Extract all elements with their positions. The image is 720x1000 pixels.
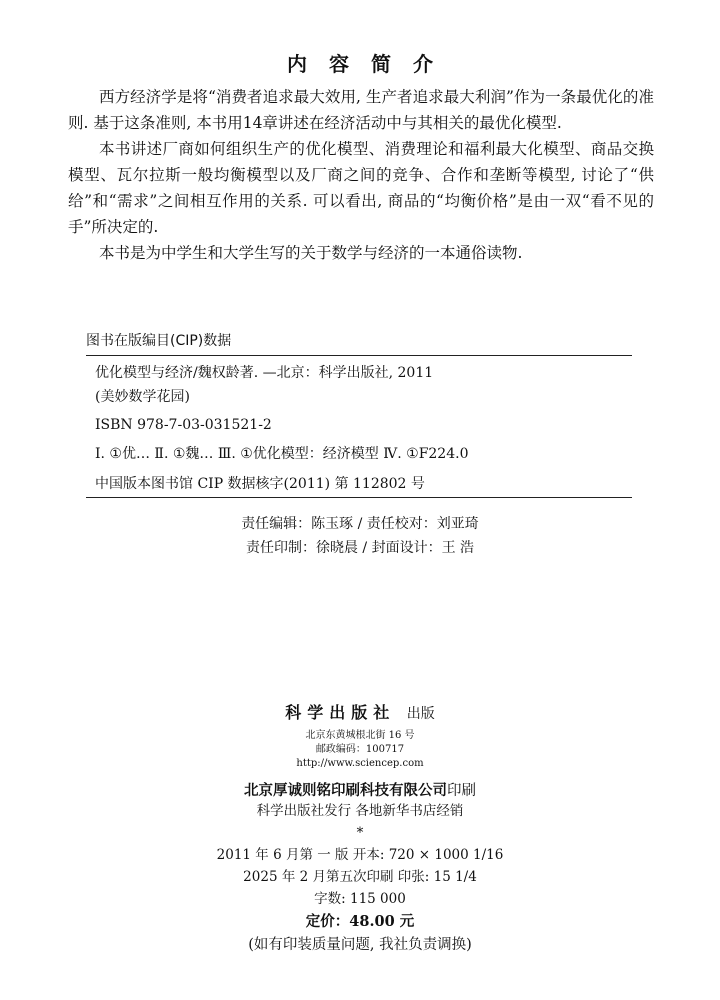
publisher-block	[0, 700, 720, 956]
intro-paragraph-2: 本书讲述厂商如何组织生产的优化模型、消费理论和福利最大化模型、商品交换模型、瓦尔拉斯一般均衡模型以及厂商之间的竞争、合作和垄断等模型, 讨论了“供给”和“需求”之间相互作用的关系. 可以看出, 商品的“均衡价格”是由一双“看不见的手”所决定的.	[68, 140, 654, 236]
edition-line-1: 2011 年 6 月第 一 版 开本: 720 × 1000 1/16	[216, 847, 504, 863]
cip-line-classification: Ⅰ. ①优… Ⅱ. ①魏… Ⅲ. ①优化模型：经济模型 Ⅳ. ①F224.0	[95, 446, 469, 462]
page-title: 内容简介	[287, 52, 455, 76]
intro-text	[68, 84, 654, 266]
intro-paragraph-1: 西方经济学是将“消费者追求最大效用, 生产者追求最大利润”作为一条最优化的准则. 基于这条准则, 本书用14章讲述在经济活动中与其相关的最优化模型.	[68, 88, 654, 132]
publisher-suffix: 出版	[406, 706, 435, 722]
publisher-postcode: 邮政编码：100717	[315, 744, 405, 755]
cip-bottom-rule	[86, 497, 632, 498]
printer-suffix: 印刷	[447, 783, 476, 799]
publisher-name: 科学出版社	[285, 703, 396, 722]
word-count: 字数: 115 000	[314, 891, 406, 907]
cip-heading: 图书在版编目(CIP)数据	[86, 333, 232, 349]
price: 定价：48.00 元	[305, 913, 415, 930]
printer-line	[0, 779, 720, 800]
publisher-address: 北京东黄城根北街 16 号	[305, 730, 415, 741]
publisher-name-line	[0, 700, 720, 723]
cip-line-title: 优化模型与经济/魏权龄著. —北京：科学出版社, 2011	[95, 365, 434, 381]
distribution-line: 科学出版社发行 各地新华书店经销	[256, 803, 464, 819]
cip-top-rule	[86, 355, 632, 356]
credits-print-cover: 责任印制：徐晓晨 / 封面设计：王 浩	[245, 540, 475, 556]
cip-line-record: 中国版本图书馆 CIP 数据核字(2011) 第 112802 号	[95, 476, 425, 492]
cip-line-series: (美妙数学花园)	[95, 389, 190, 405]
quality-notice: (如有印装质量问题, 我社负责调换)	[248, 937, 472, 953]
cip-line-isbn: ISBN 978-7-03-031521-2	[95, 417, 272, 433]
printer-name: 北京厚诚则铭印刷科技有限公司	[244, 782, 447, 799]
separator-star: *	[356, 825, 364, 841]
credits-editor-proofreader: 责任编辑：陈玉琢 / 责任校对：刘亚琦	[241, 516, 479, 532]
publisher-url: http://www.sciencep.com	[296, 758, 424, 769]
edition-line-2: 2025 年 2 月第五次印刷 印张: 15 1/4	[243, 869, 477, 885]
intro-paragraph-3: 本书是为中学生和大学生写的关于数学与经济的一本通俗读物.	[99, 244, 523, 262]
staff-credits	[0, 512, 720, 560]
